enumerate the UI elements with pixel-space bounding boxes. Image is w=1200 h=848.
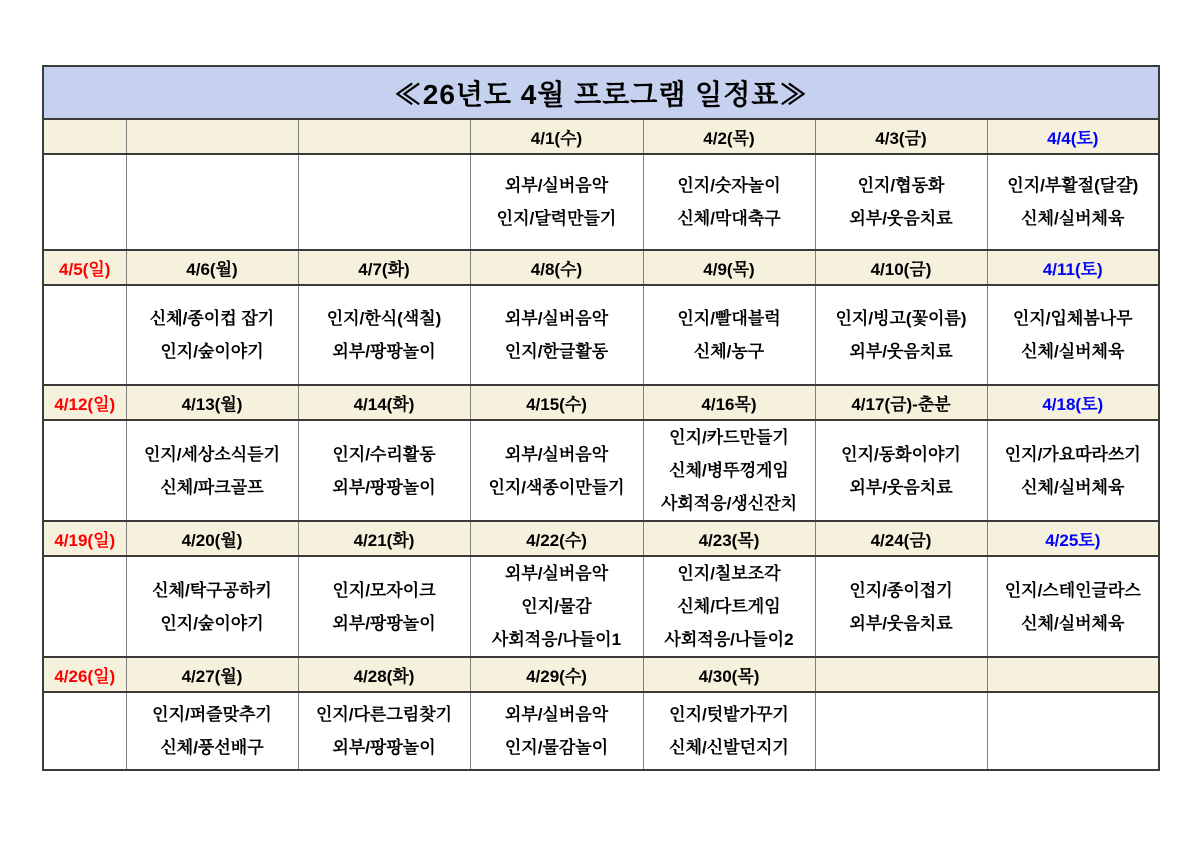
activity-cell: [987, 556, 1159, 657]
activity-cell: [43, 556, 126, 657]
date-cell: 4/3(금): [815, 119, 987, 154]
date-cell: 4/4(토): [987, 119, 1159, 154]
activity-line: 신체/다트게임: [677, 597, 781, 616]
activity-cell: [126, 420, 298, 521]
date-cell: 4/24(금): [815, 521, 987, 556]
date-cell: 4/17(금)-춘분: [815, 385, 987, 420]
date-cell: [815, 657, 987, 692]
date-cell: 4/15(수): [470, 385, 643, 420]
date-cell: 4/30(목): [643, 657, 815, 692]
date-cell: [43, 119, 126, 154]
activity-line: 신체/파크골프: [160, 477, 264, 497]
activity-cell: [987, 692, 1159, 770]
activity-cell: [815, 154, 987, 250]
date-row: [43, 250, 1159, 285]
activity-line: 신체/종이컵 잡기: [149, 309, 275, 328]
date-cell: 4/25토): [987, 521, 1159, 556]
activity-cell: [126, 285, 298, 385]
activity-line: 신체/실버체육: [1021, 209, 1125, 228]
activity-line: 신체/실버체육: [1021, 477, 1125, 497]
date-cell: 4/11(토): [987, 250, 1159, 285]
activity-line: 인지/한식(색칠): [326, 309, 442, 328]
activity-line: 인지/한글활동: [504, 342, 609, 361]
schedule-table: [42, 65, 1160, 771]
date-cell: 4/28(화): [298, 657, 470, 692]
activity-line: 인지/숲이야기: [160, 613, 264, 633]
date-cell: 4/13(월): [126, 385, 298, 420]
activity-line: 인지/달력만들기: [496, 209, 617, 228]
date-cell: 4/8(수): [470, 250, 643, 285]
activity-line: 사회적응/나들이2: [664, 630, 794, 649]
activity-cell: [298, 154, 470, 250]
activity-line: 사회적응/생신잔치: [660, 494, 798, 513]
activity-line: 외부/실버음악: [504, 309, 609, 328]
date-row: [43, 657, 1159, 692]
activity-line: 인지/칠보조각: [677, 564, 781, 583]
activity-line: 외부/웃음치료: [849, 342, 953, 361]
activity-line: 외부/실버음악: [504, 444, 609, 464]
activity-line: 외부/웃음치료: [849, 477, 953, 497]
date-cell: 4/23(목): [643, 521, 815, 556]
date-row: [43, 119, 1159, 154]
activity-line: 인지/숫자놀이: [677, 176, 781, 195]
title-row: [43, 66, 1159, 119]
date-cell: 4/27(월): [126, 657, 298, 692]
activity-line: 인지/부활절(달걀): [1007, 176, 1139, 195]
activity-cell: [43, 692, 126, 770]
activity-line: 인지/동화이야기: [841, 444, 961, 464]
activity-row: [43, 154, 1159, 250]
activity-cell: [126, 692, 298, 770]
date-cell: 4/1(수): [470, 119, 643, 154]
date-cell: 4/7(화): [298, 250, 470, 285]
activity-line: 사회적응/나들이1: [491, 630, 622, 649]
activity-cell: [43, 420, 126, 521]
activity-row: [43, 420, 1159, 521]
activity-cell: [470, 556, 643, 657]
activity-row: [43, 556, 1159, 657]
activity-cell: [815, 420, 987, 521]
activity-cell: [298, 420, 470, 521]
activity-cell: [815, 692, 987, 770]
activity-line: 외부/실버음악: [504, 564, 609, 583]
activity-line: 외부/웃음치료: [849, 613, 953, 633]
date-cell: 4/2(목): [643, 119, 815, 154]
activity-line: 신체/농구: [693, 342, 765, 361]
date-cell: 4/22(수): [470, 521, 643, 556]
activity-cell: [643, 556, 815, 657]
activity-line: 인지/색종이만들기: [488, 477, 625, 497]
activity-line: 인지/텃밭가꾸기: [669, 705, 789, 724]
activity-line: 인지/협동화: [857, 176, 945, 195]
activity-cell: [298, 556, 470, 657]
activity-line: 신체/병뚜껑게임: [669, 461, 789, 480]
activity-line: 인지/다른그림찾기: [315, 705, 453, 724]
activity-cell: [987, 285, 1159, 385]
activity-cell: [298, 285, 470, 385]
date-cell: 4/21(화): [298, 521, 470, 556]
activity-line: 신체/풍선배구: [160, 738, 264, 757]
activity-cell: [126, 556, 298, 657]
date-cell: 4/19(일): [43, 521, 126, 556]
activity-cell: [298, 692, 470, 770]
activity-line: 인지/스테인글라스: [1004, 580, 1141, 600]
activity-cell: [470, 420, 643, 521]
activity-line: 외부/실버음악: [504, 705, 609, 724]
activity-line: 인지/빨대블럭: [677, 309, 781, 328]
activity-line: 인지/수리활동: [332, 444, 436, 464]
activity-cell: [126, 154, 298, 250]
activity-cell: [815, 556, 987, 657]
date-cell: 4/26(일): [43, 657, 126, 692]
activity-cell: [643, 285, 815, 385]
activity-line: 인지/카드만들기: [669, 428, 789, 447]
activity-line: 신체/실버체육: [1021, 613, 1125, 633]
date-cell: 4/18(토): [987, 385, 1159, 420]
activity-line: 인지/물감놀이: [504, 738, 609, 757]
activity-cell: [815, 285, 987, 385]
date-cell: 4/29(수): [470, 657, 643, 692]
page-title: ≪26년도 4월 프로그램 일정표≫: [43, 66, 1159, 119]
activity-line: 외부/팡팡놀이: [332, 738, 436, 757]
activity-line: 인지/세상소식듣기: [143, 444, 281, 464]
activity-line: 외부/실버음악: [504, 176, 609, 195]
activity-cell: [987, 154, 1159, 250]
weeks-body: [43, 119, 1159, 770]
activity-cell: [470, 692, 643, 770]
activity-line: 인지/종이접기: [849, 580, 953, 600]
activity-line: 신체/탁구공하키: [152, 580, 272, 600]
activity-cell: [43, 154, 126, 250]
date-cell: 4/5(일): [43, 250, 126, 285]
activity-line: 신체/막대축구: [677, 209, 781, 228]
date-cell: 4/16목): [643, 385, 815, 420]
activity-line: 인지/퍼즐맞추기: [152, 705, 272, 724]
activity-line: 인지/물감: [521, 597, 592, 616]
date-cell: [298, 119, 470, 154]
activity-line: 외부/팡팡놀이: [332, 477, 436, 497]
date-cell: 4/10(금): [815, 250, 987, 285]
activity-line: 인지/숲이야기: [160, 342, 264, 361]
activity-line: 신체/실버체육: [1021, 342, 1125, 361]
date-cell: 4/20(월): [126, 521, 298, 556]
date-cell: [126, 119, 298, 154]
activity-cell: [987, 420, 1159, 521]
activity-line: 신체/신발던지기: [669, 738, 789, 757]
activity-cell: [470, 285, 643, 385]
date-row: [43, 521, 1159, 556]
activity-cell: [643, 154, 815, 250]
date-row: [43, 385, 1159, 420]
activity-cell: [643, 692, 815, 770]
date-cell: 4/6(월): [126, 250, 298, 285]
activity-line: 인지/모자이크: [332, 580, 436, 600]
activity-cell: [43, 285, 126, 385]
activity-line: 인지/가요따라쓰기: [1004, 444, 1141, 464]
date-cell: [987, 657, 1159, 692]
activity-line: 인지/빙고(꽃이름): [835, 309, 967, 328]
activity-cell: [470, 154, 643, 250]
date-cell: 4/12(일): [43, 385, 126, 420]
activity-line: 외부/웃음치료: [849, 209, 953, 228]
date-cell: 4/14(화): [298, 385, 470, 420]
date-cell: 4/9(목): [643, 250, 815, 285]
activity-line: 외부/팡팡놀이: [332, 613, 436, 633]
activity-line: 인지/입체봄나무: [1012, 309, 1133, 328]
activity-cell: [643, 420, 815, 521]
activity-line: 외부/팡팡놀이: [332, 342, 436, 361]
activity-row: [43, 285, 1159, 385]
activity-row: [43, 692, 1159, 770]
